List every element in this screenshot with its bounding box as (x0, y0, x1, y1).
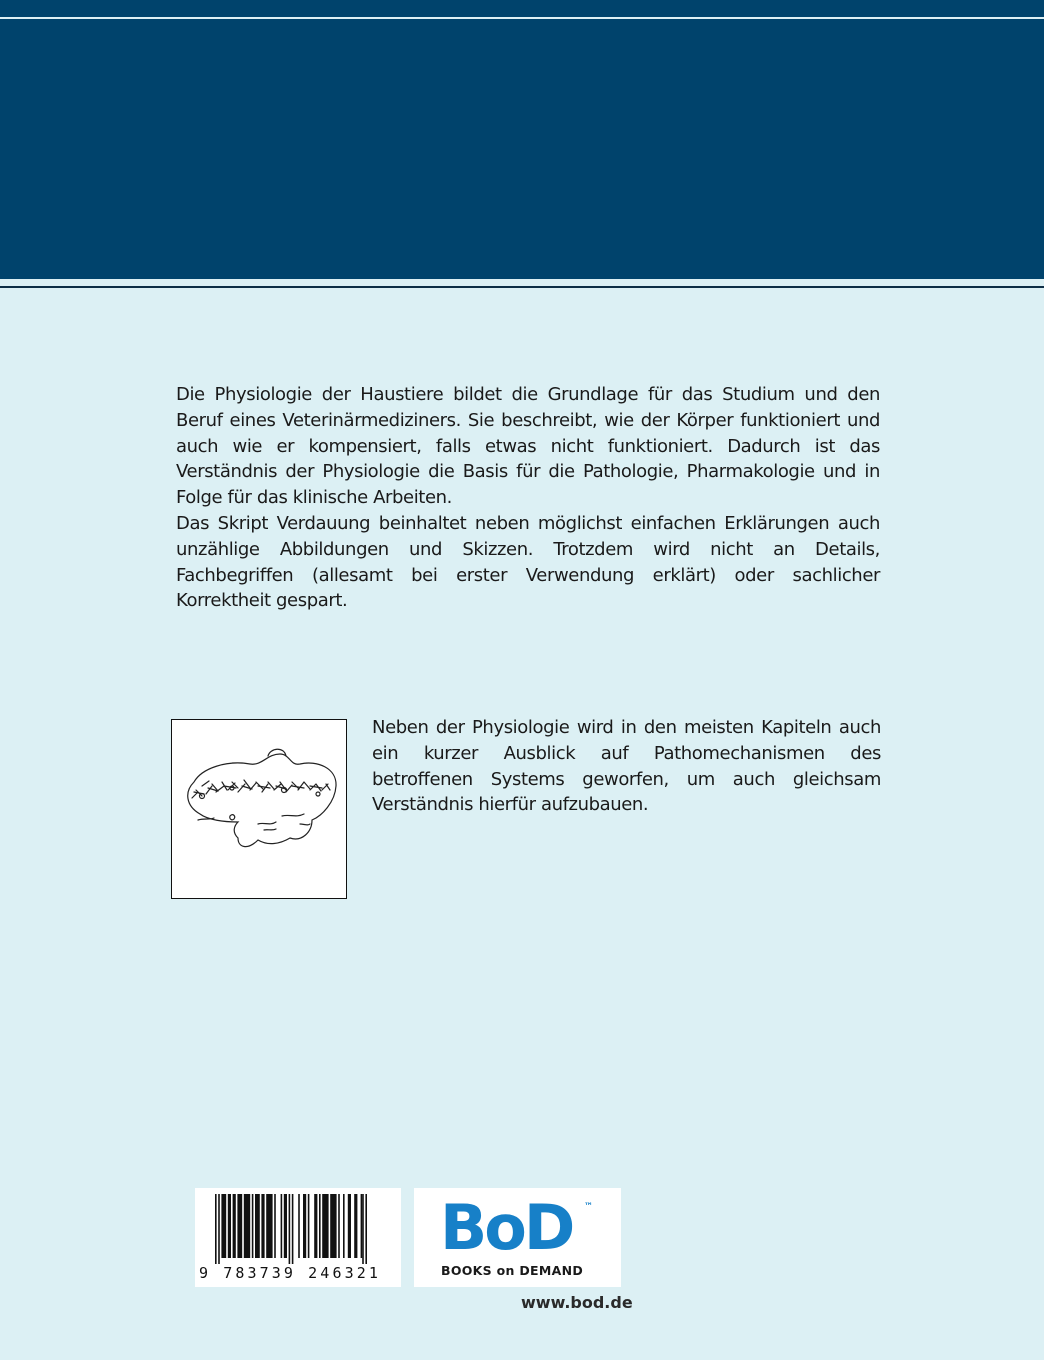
blurb-paragraph-3: Neben der Physiologie wird in den meisten Kapiteln auch ein kurzer Ausblick auf Pathomechanismen des betroffenen Systems geworfen, um auch gleichsam Verständnis hierfür aufzubauen. (372, 717, 881, 816)
barcode-bar (292, 1194, 294, 1264)
top-band-line (0, 17, 1044, 19)
publisher-logo-box (414, 1188, 621, 1287)
barcode-bar (289, 1194, 291, 1264)
publisher-url: www.bod.de (521, 1293, 633, 1312)
barcode-bar (314, 1194, 317, 1258)
blurb-paragraph-2: Das Skript Verdauung beinhaltet neben möglichst einfachen Erklärungen auch unzählige Abbildungen und Skizzen. Trotzdem wird nicht an Details, Fachbegriffen (allesamt bei erster Verwendung erklärt) oder sachlicher Korrektheit gespart. (176, 513, 880, 612)
barcode-bar (221, 1194, 226, 1258)
barcode-digits: 9 783739 246321 (199, 1264, 381, 1282)
trademark-mark: ™ (584, 1202, 593, 1212)
barcode-bar (274, 1194, 276, 1258)
barcode-bar (255, 1194, 260, 1258)
barcode-bar (266, 1194, 272, 1258)
sketch-illustration (171, 719, 347, 899)
isbn-barcode (195, 1188, 401, 1287)
barcode-bar (252, 1194, 254, 1258)
barcode-bar (322, 1194, 328, 1258)
barcode-bar (218, 1194, 220, 1264)
barcode-bar (348, 1194, 351, 1258)
barcode-bar (361, 1194, 363, 1258)
barcode-bar (228, 1194, 231, 1258)
barcode-bar (261, 1194, 264, 1258)
barcode-bar (233, 1194, 236, 1258)
barcode-bar (281, 1194, 283, 1258)
barcode-bar (308, 1194, 310, 1258)
barcode-bar (298, 1194, 300, 1258)
barcode-bar (365, 1194, 367, 1264)
barcode-bars (213, 1194, 383, 1264)
barcode-bar (237, 1194, 242, 1258)
barcode-bar (338, 1194, 340, 1258)
publisher-logo: BoD (440, 1191, 573, 1264)
barcode-bar (319, 1194, 321, 1258)
stomach-sketch (172, 720, 346, 898)
barcode-bar (215, 1194, 217, 1264)
barcode-bar (284, 1194, 287, 1258)
blurb-paragraph-1: Die Physiologie der Haustiere bildet die Grundlage für das Studium und den Beruf eines Veterinärmediziners. Sie beschreibt, wie der Körper funktioniert und auch wie er kompensiert, falls etwas nicht funktioniert. Dadurch ist das Verständnis der Physiologie die Basis für die Pathologie, Pharmakologie und in Folge für das klinische Arbeiten. (176, 384, 880, 509)
barcode-bar (303, 1194, 306, 1258)
publisher-tagline: BOOKS on DEMAND (441, 1263, 584, 1278)
barcode-bar (330, 1194, 336, 1258)
barcode-bar (354, 1194, 357, 1258)
barcode-bar (343, 1194, 345, 1258)
top-color-band (0, 0, 1044, 279)
barcode-bar (362, 1194, 364, 1264)
divider-rule (0, 286, 1044, 288)
barcode-bar (244, 1194, 250, 1258)
